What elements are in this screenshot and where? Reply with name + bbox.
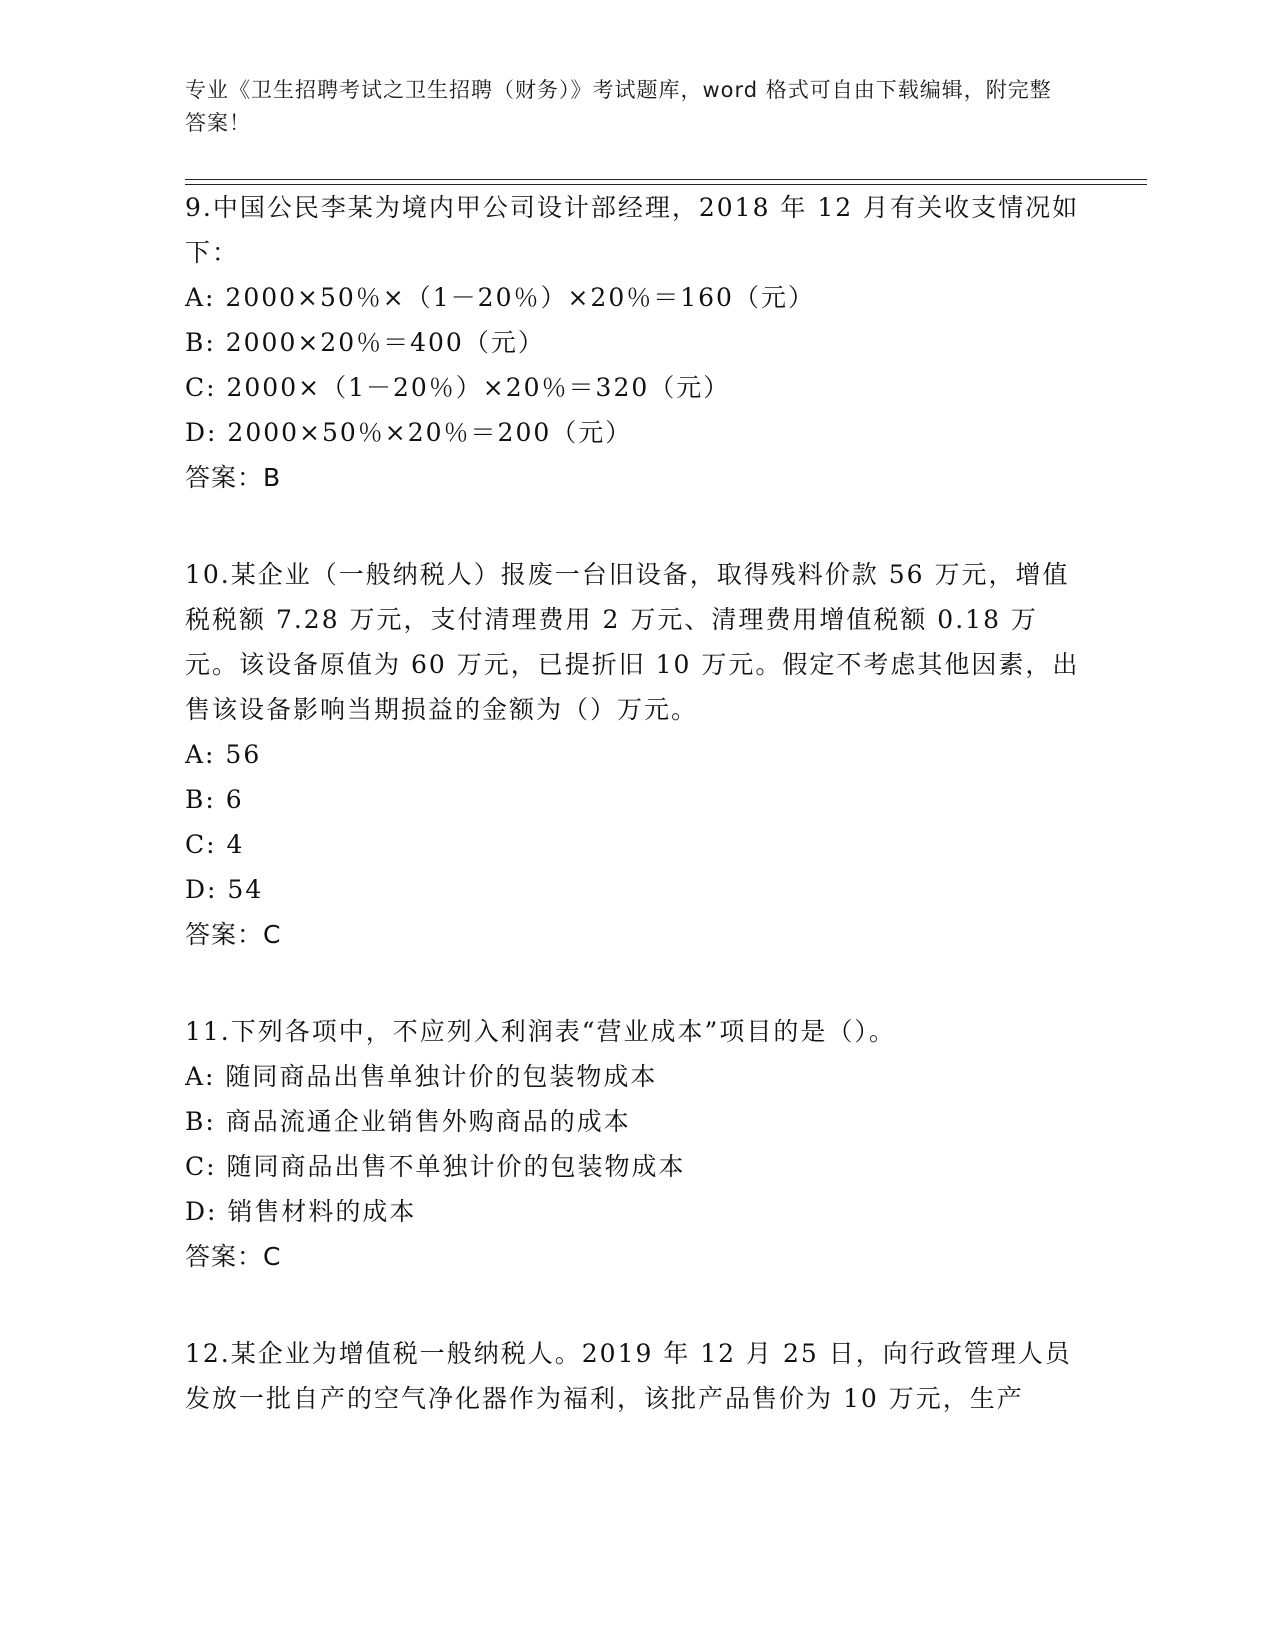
option-d: D: 54 [185,875,264,904]
question-11 [185,1009,1085,1279]
option-d: D: 销售材料的成本 [185,1197,417,1226]
answer: 答案：B [185,463,282,492]
answer: 答案：C [185,1242,282,1271]
answer: 答案：C [185,920,282,949]
option-a: A: 2000×50％×（1－20％）×20％＝160（元） [185,283,815,312]
option-c: C: 2000×（1－20％）×20％＝320（元） [185,373,731,402]
question-stem: 12.某企业为增值税一般纳税人。2019 年 12 月 25 日，向行政管理人员发放一批自产的空气净化器作为福利，该批产品售价为 10 万元，生产 [185,1339,1072,1413]
option-c: C: 4 [185,830,245,859]
option-b: B: 商品流通企业销售外购商品的成本 [185,1107,631,1136]
question-12 [185,1331,1085,1421]
option-a: A: 随同商品出售单独计价的包装物成本 [185,1062,658,1091]
option-b: B: 6 [185,785,244,814]
question-list [185,185,1085,1473]
question-9 [185,185,1085,500]
option-a: A: 56 [185,740,262,769]
option-d: D: 2000×50％×20％＝200（元） [185,418,633,447]
question-stem: 9.中国公民李某为境内甲公司设计部经理，2018 年 12 月有关收支情况如下： [185,193,1080,267]
question-stem: 11.下列各项中，不应列入利润表“营业成本”项目的是（）。 [185,1017,896,1046]
option-b: B: 2000×20％＝400（元） [185,328,545,357]
question-stem: 10.某企业（一般纳税人）报废一台旧设备，取得残料价款 56 万元，增值税税额 7.28 万元，支付清理费用 2 万元、清理费用增值税额 0.18 万元。该设备原值为 60 万元，已提折旧 10 万元。假定不考虑其他因素，出售该设备影响当期损益的金额为（）万元。 [185,560,1080,724]
option-c: C: 随同商品出售不单独计价的包装物成本 [185,1152,686,1181]
question-10 [185,552,1085,957]
header-divider [185,179,1147,180]
document-header: 专业《卫生招聘考试之卫生招聘（财务）》考试题库，word 格式可自由下载编辑，附完整答案！ [185,78,1052,135]
